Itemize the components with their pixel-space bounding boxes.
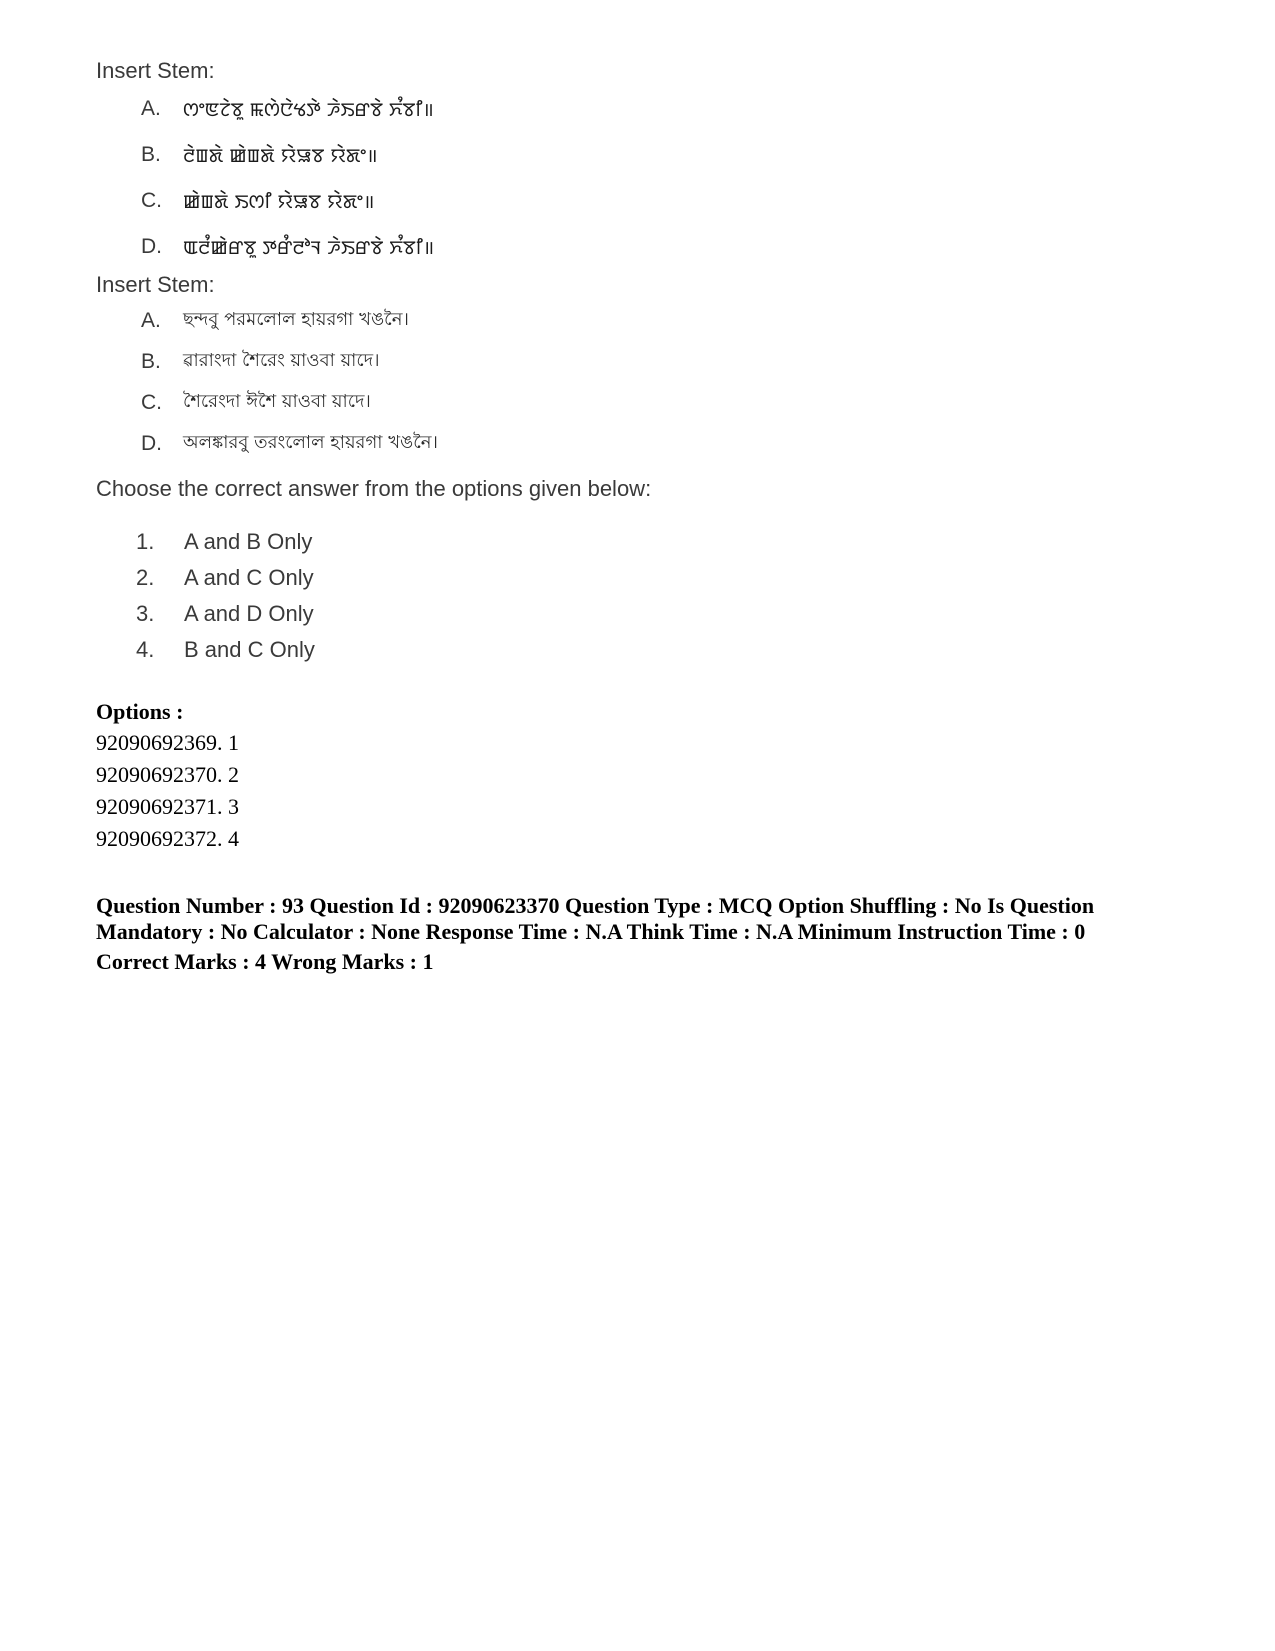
stem-list-2	[96, 300, 796, 464]
stem-letter: A.	[141, 308, 161, 332]
answer-number: 2.	[136, 565, 155, 590]
option-line: 92090692371. 3	[96, 794, 239, 819]
answer-item	[136, 524, 796, 560]
stem-letter: A.	[141, 97, 161, 120]
answer-item	[136, 560, 796, 596]
stem-text: শৈরেংদা ঈশৈ য়াওবা য়াদে।	[183, 391, 371, 412]
stem-text: ꯂꯥꯡꯗꯥ ꯀꯥꯡꯗꯥ ꯌꯥꯎꯕ ꯌꯥꯗꯦ॥	[183, 144, 378, 167]
stem-text: অলঙ্কারবু তরংলোল হায়রগা খঙনৈ।	[183, 432, 438, 453]
question-info-line-2: Mandatory : No Calculator : None Response Time : N.A Think Time : N.A Minimum Instruction Time : 0	[96, 919, 1086, 944]
stem-letter: D.	[141, 235, 162, 258]
stem-text: ৱারাংদা শৈরেং য়াওবা য়াদে।	[183, 350, 380, 371]
answer-text: A and B Only	[184, 529, 313, 554]
scanned-question-image	[96, 56, 796, 668]
answer-text: A and C Only	[184, 565, 314, 590]
stem-item	[141, 86, 796, 132]
stem-item	[141, 224, 796, 270]
answer-number: 3.	[136, 601, 155, 626]
answer-item	[136, 596, 796, 632]
stem-item	[141, 382, 796, 423]
stem-label-2: Insert Stem:	[96, 272, 215, 297]
answer-number: 1.	[136, 529, 155, 554]
option-line: 92090692370. 2	[96, 762, 239, 787]
stem-list-1	[96, 86, 796, 270]
stem-item	[141, 423, 796, 464]
question-info-line-1: Question Number : 93 Question Id : 92090623370 Question Type : MCQ Option Shuffling : No Is Question	[96, 893, 1095, 918]
stem-letter: D.	[141, 431, 162, 455]
question-metadata	[96, 697, 1196, 975]
stem-label-1: Insert Stem:	[96, 58, 215, 83]
stem-text: ꯁꯦꯟꯖꯥꯕꯨ ꯃꯁꯥꯅꯥꯠꯇꯥ ꯍꯥꯏꯔꯕꯥ ꯈꯪꯕꯤ॥	[183, 98, 434, 121]
stem-text: ꯀꯥꯡꯗꯥ ꯏꯁꯤ ꯌꯥꯎꯕ ꯌꯥꯗꯦ॥	[183, 190, 375, 213]
stem-item	[141, 300, 796, 341]
option-line: 92090692372. 4	[96, 826, 239, 851]
stem-letter: C.	[141, 390, 162, 414]
stem-letter: C.	[141, 189, 162, 212]
answer-number: 4.	[136, 637, 155, 662]
stem-letter: B.	[141, 349, 161, 373]
answer-item	[136, 632, 796, 668]
answer-list	[96, 524, 796, 668]
stem-item	[141, 178, 796, 224]
stem-text: ছন্দবু পরমলোল হায়রগা খঙনৈ।	[183, 309, 409, 330]
answer-text: A and D Only	[184, 601, 314, 626]
answer-text: B and C Only	[184, 637, 315, 662]
options-heading: Options :	[96, 699, 184, 724]
choose-prompt: Choose the correct answer from the options given below:	[96, 476, 652, 501]
stem-item	[141, 341, 796, 382]
question-marks: Correct Marks : 4 Wrong Marks : 1	[96, 949, 434, 974]
stem-text: ꯑꯂꯪꯀꯥꯔꯕꯨ ꯇꯔꯪꯂꯣꯜ ꯍꯥꯏꯔꯕꯥ ꯈꯪꯕꯤ॥	[183, 236, 435, 259]
option-line: 92090692369. 1	[96, 730, 239, 755]
stem-item	[141, 132, 796, 178]
stem-letter: B.	[141, 143, 161, 166]
question-info	[96, 893, 1196, 945]
